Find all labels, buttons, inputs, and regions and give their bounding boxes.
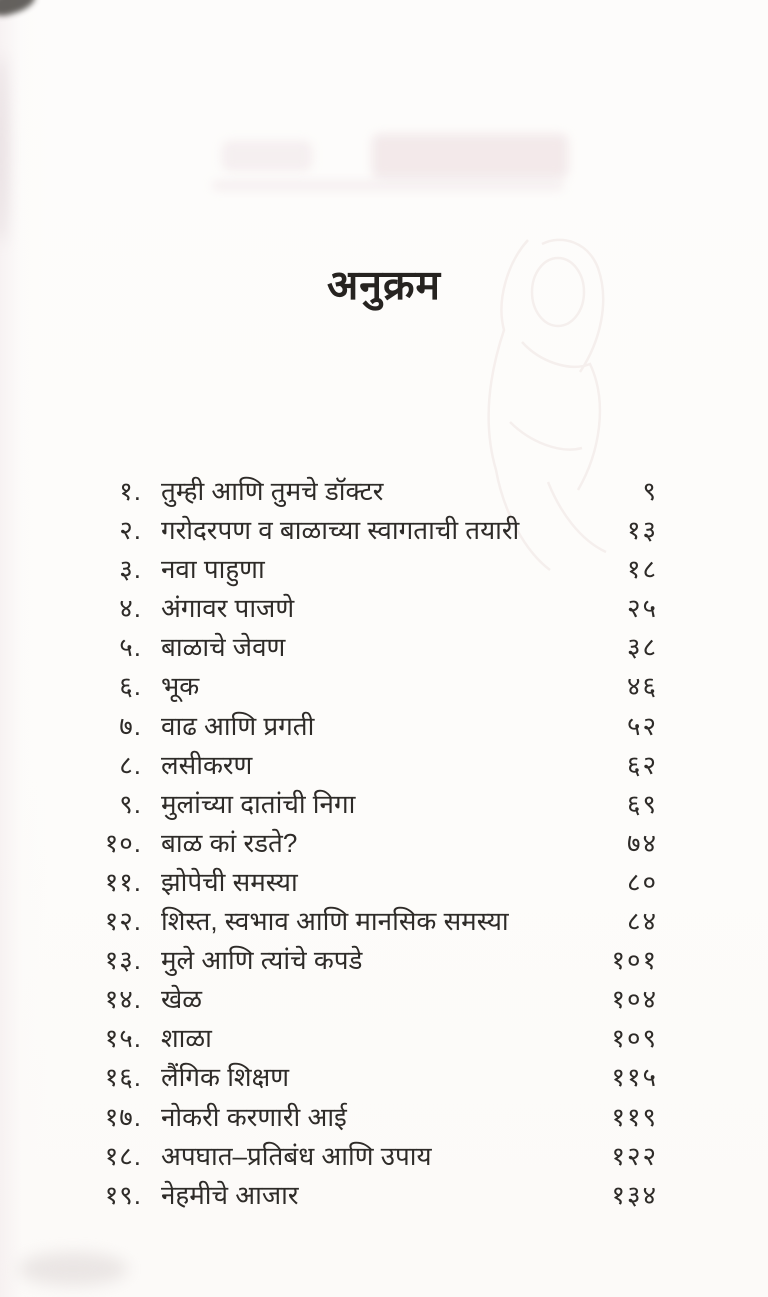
toc-entry: [88, 1098, 658, 1137]
toc-entry-title: नोकरी करणारी आई: [161, 1101, 347, 1132]
scan-corner-smudge: [0, 0, 38, 20]
toc-entry-title: बाळाचे जेवण: [161, 632, 286, 663]
toc-entry: [88, 863, 658, 902]
toc-entry-number: १९.: [104, 1179, 142, 1210]
toc-entry-number: १.: [119, 476, 142, 506]
toc-entry-number: ६.: [119, 671, 142, 702]
toc-entry-title: खेळ: [161, 984, 203, 1015]
toc-entry-title: मुलांच्या दातांची निगा: [161, 788, 356, 819]
page-title: अनुक्रम: [326, 262, 442, 308]
toc-entry-title: शिस्त, स्वभाव आणि मानसिक समस्या: [161, 906, 509, 937]
bleedthrough-text-shadow: [372, 134, 568, 178]
toc-entry-page: ४६: [626, 671, 658, 702]
toc-entry: [88, 550, 658, 589]
toc-entry: [88, 1176, 658, 1215]
toc-entry: [88, 667, 658, 706]
toc-entry-number: १८.: [104, 1140, 142, 1171]
toc-entry: [88, 1058, 658, 1097]
toc-entry-page: १०९: [611, 1023, 658, 1054]
toc-entry: [88, 1137, 658, 1176]
toc-entry-page: १०१: [611, 945, 658, 976]
bleedthrough-text-shadow: [222, 141, 312, 171]
toc-entry-title: झोपेची समस्या: [161, 866, 298, 897]
toc-entry-number: १५.: [104, 1023, 142, 1054]
toc-entry-title: नेहमीचे आजार: [161, 1179, 299, 1210]
bleedthrough-text-shadow: [212, 181, 564, 190]
toc-entry-number: ११.: [104, 866, 142, 897]
toc-entry: [88, 1019, 658, 1058]
toc-entry-page: ११५: [611, 1062, 658, 1093]
toc-entry-page: ६९: [626, 788, 658, 819]
toc-entry-page: ८०: [626, 866, 658, 897]
scan-edge-smudge: [18, 1252, 128, 1286]
toc-entry-title: मुले आणि त्यांचे कपडे: [161, 945, 363, 976]
toc-entry: [88, 472, 658, 511]
toc-entry-page: ६२: [626, 749, 658, 780]
toc-entry-number: १७.: [104, 1101, 142, 1132]
toc-entry: [88, 511, 658, 550]
toc-entry-page: ११९: [611, 1101, 658, 1132]
toc-entry-number: २.: [119, 515, 142, 546]
toc-entry-number: १३.: [104, 945, 142, 976]
toc-entry-number: ४.: [119, 593, 142, 624]
toc-list: [88, 472, 658, 1215]
toc-entry-page: १३: [626, 515, 658, 546]
toc-entry-page: ३८: [626, 632, 658, 663]
toc-entry-title: लसीकरण: [161, 749, 253, 780]
toc-entry: [88, 589, 658, 628]
toc-entry-page: २५: [626, 593, 658, 624]
toc-entry: [88, 980, 658, 1019]
toc-entry: [88, 902, 658, 941]
toc-entry-page: ७४: [626, 827, 658, 858]
toc-entry-number: ३.: [119, 554, 142, 585]
toc-entry-title: गरोदरपण व बाळाच्या स्वागताची तयारी: [161, 515, 520, 546]
toc-entry-number: ५.: [119, 632, 142, 663]
toc-entry-title: वाढ आणि प्रगती: [161, 710, 315, 741]
toc-entry-number: ९.: [119, 788, 142, 819]
scan-edge-smudge: [0, 54, 8, 244]
toc-entry-title: बाळ कां रडते?: [161, 827, 298, 858]
toc-entry-page: १८: [626, 554, 658, 585]
toc-entry-title: नवा पाहुणा: [161, 554, 265, 585]
toc-entry: [88, 941, 658, 980]
toc-entry-page: १३४: [611, 1179, 658, 1210]
toc-entry-page: ८४: [626, 906, 658, 937]
toc-entry-number: १२.: [104, 906, 142, 937]
toc-entry: [88, 785, 658, 824]
toc-entry-page: १०४: [611, 984, 658, 1015]
toc-entry-number: १६.: [104, 1062, 142, 1093]
toc-entry-page: ९: [642, 476, 658, 506]
toc-entry-number: १०.: [104, 827, 142, 858]
toc-entry-number: १४.: [104, 984, 142, 1015]
toc-entry-title: तुम्ही आणि तुमचे डॉक्टर: [161, 476, 384, 506]
toc-entry-title: शाळा: [161, 1023, 212, 1054]
toc-entry-page: ५२: [626, 710, 658, 741]
toc-entry-title: लैंगिक शिक्षण: [161, 1062, 290, 1093]
toc-entry-title: भूक: [161, 671, 200, 702]
toc-entry-page: १२२: [611, 1140, 658, 1171]
toc-entry-title: अंगावर पाजणे: [161, 593, 295, 624]
toc-entry: [88, 628, 658, 667]
toc-entry-number: ८.: [119, 749, 142, 780]
toc-entry: [88, 824, 658, 863]
toc-entry-number: ७.: [119, 710, 142, 741]
toc-entry: [88, 746, 658, 785]
toc-entry-title: अपघात–प्रतिबंध आणि उपाय: [161, 1140, 432, 1171]
toc-entry: [88, 707, 658, 746]
